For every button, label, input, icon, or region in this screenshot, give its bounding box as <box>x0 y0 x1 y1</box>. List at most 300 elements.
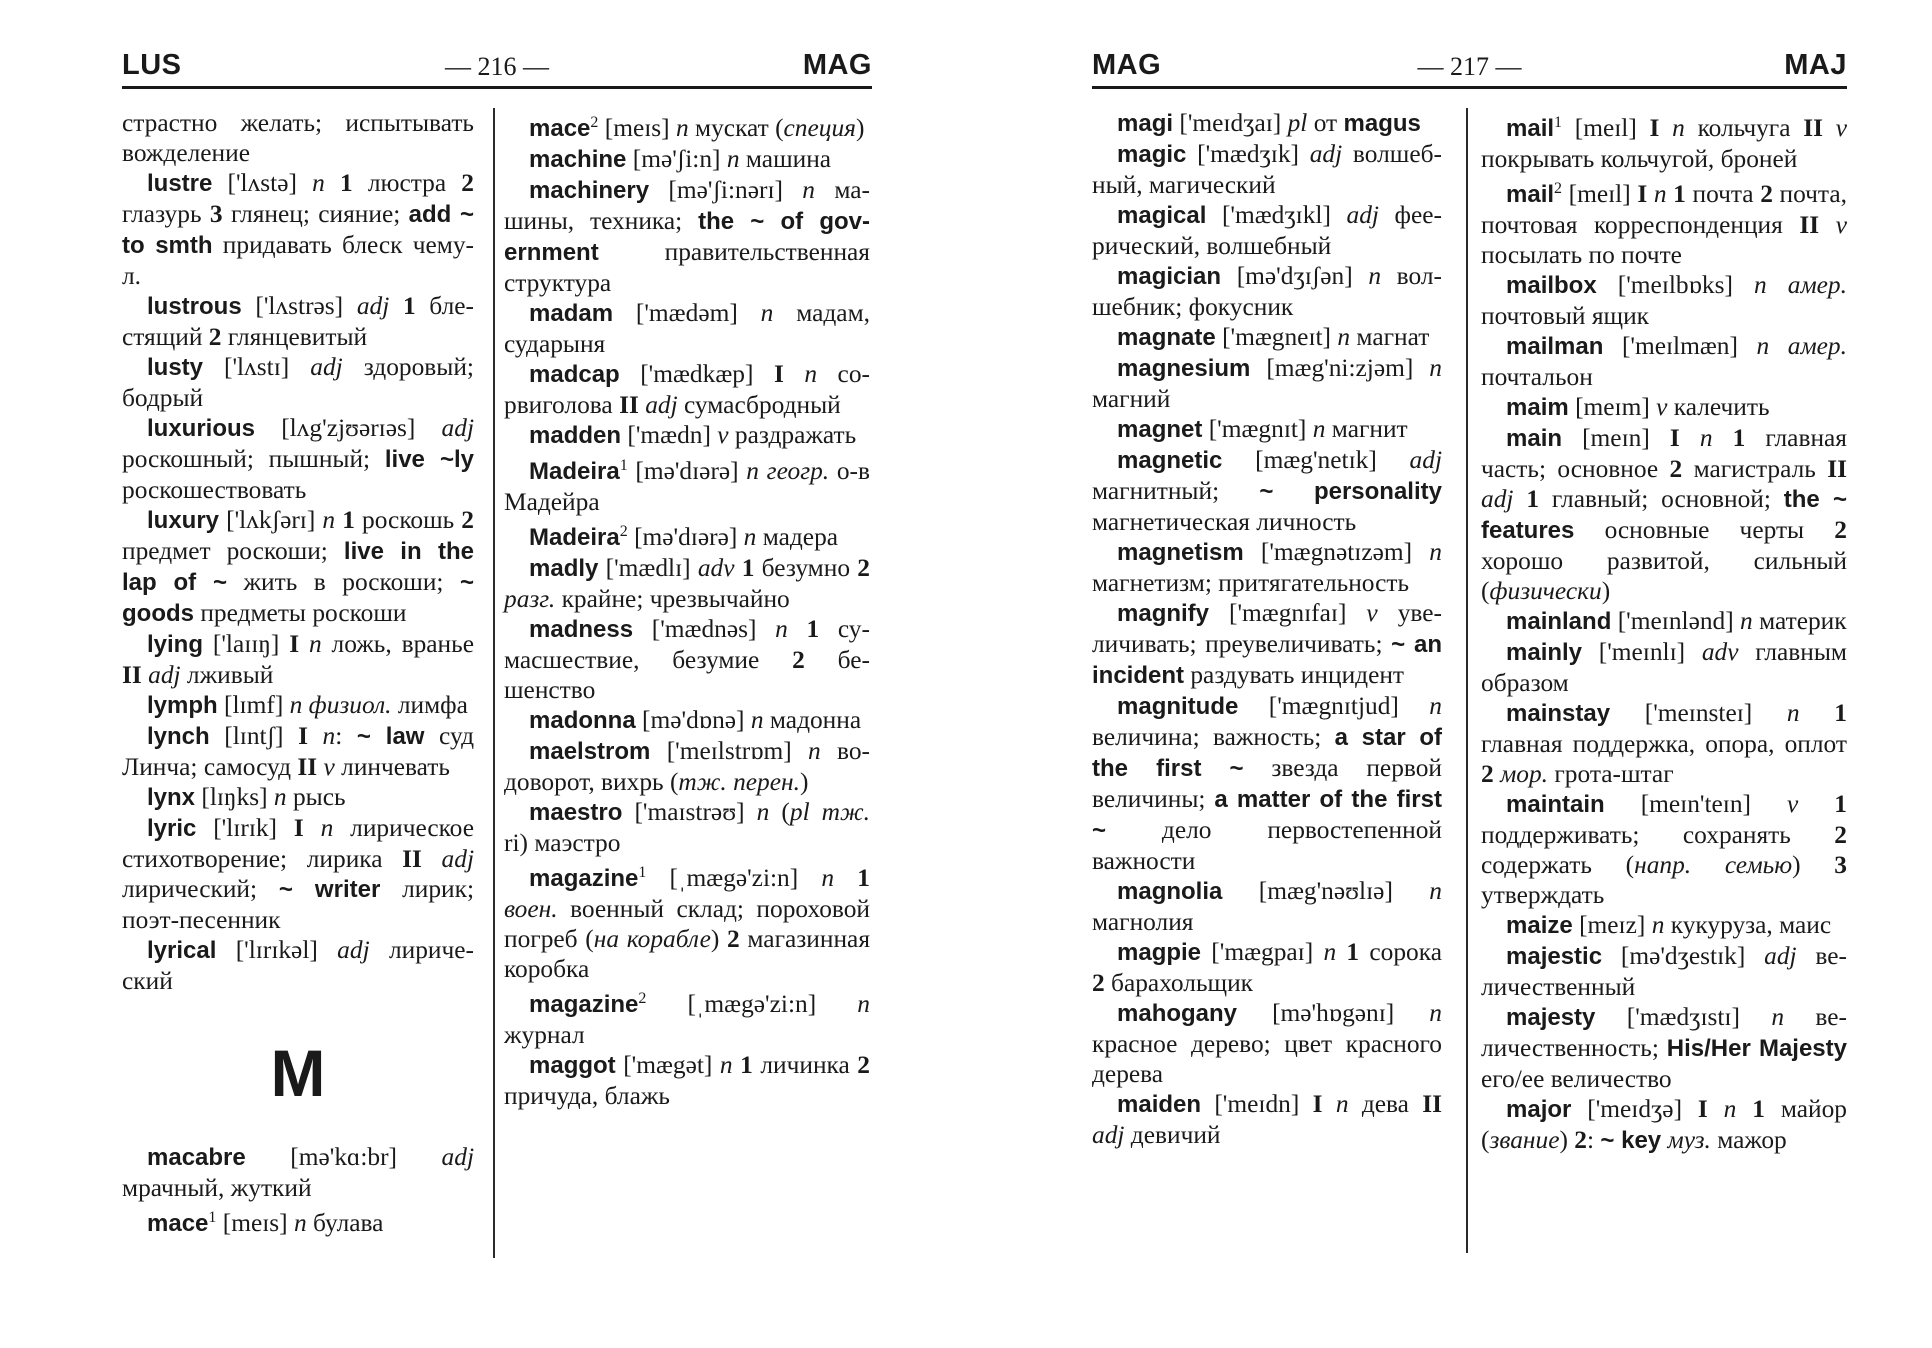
translation-text <box>1331 201 1347 229</box>
grammar-label: n <box>322 722 336 750</box>
dictionary-entry <box>122 108 474 168</box>
bold-phrase: ~ goods <box>122 569 474 627</box>
translation-text <box>646 864 669 892</box>
homonym-index: 1 <box>638 864 647 881</box>
headword: maize <box>1506 912 1573 939</box>
translation-text <box>712 1051 720 1079</box>
section-numeral: I <box>1697 1095 1708 1123</box>
translation-text <box>210 722 225 750</box>
headword: mace$^2$ <box>529 114 599 142</box>
translation-text: машины, техника; <box>504 176 870 235</box>
translation-text <box>284 722 299 750</box>
translation-text <box>1562 180 1569 208</box>
translation-text: сумасбродный <box>677 391 841 419</box>
headword: major <box>1506 1096 1572 1123</box>
translation-text <box>798 864 821 892</box>
translation-text: феерический, волшебный <box>1092 201 1442 260</box>
translation-text <box>1313 938 1323 966</box>
translation-text: бешенство <box>504 646 870 704</box>
dictionary-entry <box>504 984 870 1050</box>
headword: magazine$^1$ <box>529 864 647 892</box>
translation-text <box>1393 877 1429 905</box>
grammar-label: n <box>273 783 287 811</box>
translation-text <box>1610 699 1645 727</box>
transcription: ['mædʒɪstɪ] <box>1626 1003 1740 1031</box>
translation-text: девичий <box>1124 1121 1221 1149</box>
transcription: ['laɪɪŋ] <box>212 630 280 658</box>
headword: mail$^1$ <box>1506 114 1563 142</box>
grammar-label: v <box>1835 114 1847 142</box>
translation-text <box>1221 262 1237 290</box>
headword: mainstay <box>1506 700 1611 727</box>
guide-word-right: MAJ <box>1784 49 1847 81</box>
grammar-label: adj <box>1309 140 1343 168</box>
translation-text: страстно желать; испытывать вожделение <box>122 109 474 167</box>
translation-text: поддерживать; сохранять <box>1481 821 1835 849</box>
grammar-label: n <box>1429 538 1442 566</box>
translation-text: звезда первой величины; <box>1092 754 1442 813</box>
dictionary-entry <box>504 797 870 858</box>
translation-text: магнолия <box>1092 908 1194 936</box>
sense-number: 1 <box>1732 424 1746 452</box>
translation-text <box>1413 354 1429 382</box>
transcription: [mə'ʃi:nərɪ] <box>668 176 783 204</box>
section-numeral: II <box>1803 114 1823 142</box>
sense-number: 1 <box>1834 790 1847 818</box>
translation-text <box>1800 699 1835 727</box>
headword: magnetic <box>1117 447 1223 474</box>
headword: mainland <box>1506 608 1612 635</box>
translation-text <box>1597 271 1618 299</box>
translation-text: дело первостепенной важности <box>1092 816 1442 875</box>
grammar-label: n <box>1740 607 1753 635</box>
translation-text <box>1680 424 1700 452</box>
translation-text <box>279 630 289 658</box>
headword: lustre <box>147 170 213 197</box>
translation-text: магнит <box>1325 415 1408 443</box>
translation-text <box>1650 424 1670 452</box>
grammar-label: adj <box>441 845 474 873</box>
bold-phrase: ~ law <box>356 723 425 750</box>
translation-text: лимфа <box>391 691 468 719</box>
grammar-label: v <box>1366 599 1378 627</box>
headword: madam <box>529 300 614 327</box>
transcription: ['lʌstə] <box>227 169 297 197</box>
homonym-index: 1 <box>208 1209 217 1226</box>
dictionary-entry <box>1481 637 1847 698</box>
dictionary-entry <box>1481 1094 1847 1156</box>
dictionary-entry <box>1092 876 1442 937</box>
dictionary-entry <box>122 352 474 413</box>
transcription: [mə'ʃi:n] <box>632 145 721 173</box>
transcription: ['mægnɪfaɪ] <box>1229 599 1347 627</box>
grammar-label: v <box>1835 211 1847 239</box>
translation-text: сумасшествие, безумие <box>504 615 870 674</box>
sense-number: 1 <box>342 506 355 534</box>
grammar-label: специя <box>783 114 856 142</box>
dictionary-entry <box>1481 698 1847 789</box>
headword: mailbox <box>1506 272 1597 299</box>
headword: maggot <box>529 1052 616 1079</box>
sense-number: 2 <box>461 169 474 197</box>
headword: Madeira$^2$ <box>529 523 628 551</box>
translation-text: барахольщик <box>1104 969 1254 997</box>
translation-text: красное дерево; цвет красного дерева <box>1092 1030 1442 1088</box>
headword: lynch <box>147 723 210 750</box>
dictionary-entry <box>122 935 474 996</box>
translation-text: сорвиголова <box>504 360 870 419</box>
translation-text <box>1595 1003 1626 1031</box>
translation-text: магнетическая личность <box>1092 508 1357 536</box>
headword: madonna <box>529 707 636 734</box>
transcription: [meɪn] <box>1582 424 1650 452</box>
dictionary-entry <box>122 1203 474 1239</box>
translation-text: роскошь <box>354 506 462 534</box>
grammar-label: n <box>1429 692 1442 720</box>
translation-text <box>1605 790 1641 818</box>
sense-number: 2 <box>1834 516 1847 544</box>
transcription: [ˌmægə'zi:n] <box>669 864 799 892</box>
sense-number: 2 <box>1481 760 1494 788</box>
transcription: ['lʌstrəs] <box>255 292 344 320</box>
translation-text <box>212 169 227 197</box>
translation-text <box>1299 1090 1312 1118</box>
headword: madness <box>529 616 634 643</box>
grammar-label: adj <box>310 353 343 381</box>
translation-text: булава <box>306 1209 384 1237</box>
translation-text: мускат ( <box>688 114 784 142</box>
transcription: [meɪs] <box>604 114 670 142</box>
translation-text <box>1752 699 1787 727</box>
translation-text: лирическое стихотворение; лирика <box>122 814 474 873</box>
section-numeral: II <box>1799 211 1820 239</box>
grammar-label: v <box>323 753 335 781</box>
translation-text <box>277 814 294 842</box>
transcription: ['lʌkʃərɪ] <box>226 506 316 534</box>
transcription: [ˌmægə'zi:n] <box>687 990 817 1018</box>
transcription: [meɪz] <box>1579 911 1646 939</box>
section-numeral: I <box>1637 180 1648 208</box>
section-numeral: II <box>297 753 318 781</box>
headword: magnolia <box>1117 878 1223 905</box>
translation-text: почтальон <box>1481 363 1593 391</box>
translation-text <box>735 554 742 582</box>
translation-text <box>1682 1095 1698 1123</box>
translation-text <box>1336 938 1346 966</box>
transcription: [mə'dʒestɪk] <box>1620 942 1746 970</box>
translation-text: калечить <box>1667 393 1770 421</box>
translation-text <box>788 615 807 643</box>
translation-text: магнетизм; притягательность <box>1092 569 1410 597</box>
translation-text: главная часть; основное <box>1481 424 1847 483</box>
translation-text: ) <box>855 114 865 142</box>
headword: luxury <box>147 507 220 534</box>
sense-number: 2 <box>208 323 222 351</box>
grammar-label: n <box>760 299 774 327</box>
bold-phrase: add ~ to smth <box>122 201 474 259</box>
sense-number: 1 <box>402 292 416 320</box>
translation-text: содержать ( <box>1481 851 1635 879</box>
translation-text <box>415 414 441 442</box>
translation-text: ) <box>710 925 728 953</box>
section-numeral: I <box>298 722 308 750</box>
homonym-index: 1 <box>619 457 628 474</box>
headword: Madeira$^1$ <box>529 457 628 485</box>
sense-number: 1 <box>1673 180 1686 208</box>
transcription: ['maɪstrəʊ] <box>634 798 745 826</box>
sense-number: 1 <box>741 554 755 582</box>
translation-text: причуда, блажь <box>504 1082 670 1110</box>
running-head <box>1092 48 1847 89</box>
grammar-label: n геогр. <box>746 457 830 485</box>
grammar-label: adj <box>441 414 474 442</box>
translation-text <box>1819 211 1836 239</box>
transcription: ['meɪnsteɪ] <box>1644 699 1753 727</box>
headword: magnate <box>1117 324 1216 351</box>
translation-text: дева <box>1348 1090 1423 1118</box>
translation-text: магнат <box>1350 323 1430 351</box>
translation-text <box>733 1051 741 1079</box>
left-page-column-1 <box>122 108 474 1239</box>
grammar-label: n <box>756 798 770 826</box>
dictionary-entry <box>1481 941 1847 1002</box>
dictionary-entry <box>1092 445 1442 537</box>
headword: maim <box>1506 394 1569 421</box>
grammar-label: n <box>857 990 870 1018</box>
translation-text: главная поддержка, опора, оплот <box>1481 730 1847 758</box>
homonym-index: 1 <box>1554 114 1563 131</box>
bold-phrase: ~ an incident <box>1092 631 1442 689</box>
sense-number: 2 <box>857 1051 870 1079</box>
transcription: ['mægnɪt] <box>1208 415 1307 443</box>
translation-text <box>646 990 687 1018</box>
headword: majestic <box>1506 943 1603 970</box>
transcription: [lʌg'zjʊərɪəs] <box>281 414 416 442</box>
translation-text <box>1412 538 1429 566</box>
translation-text: правительственная структура <box>504 238 870 297</box>
headword: maiden <box>1117 1091 1202 1118</box>
sense-number: 2 <box>1834 821 1847 849</box>
grammar-label: n <box>808 737 821 765</box>
bold-phrase: a star of the first ~ <box>1092 724 1442 782</box>
translation-text <box>1738 332 1757 360</box>
translation-text: лирический <box>122 936 474 995</box>
section-numeral: II <box>1422 1090 1442 1118</box>
grammar-label: муз. <box>1667 1126 1711 1154</box>
grammar-label: n <box>1786 699 1800 727</box>
bold-phrase: ~ key <box>1600 1127 1662 1154</box>
translation-text <box>1399 692 1429 720</box>
grammar-label: pl тж. <box>789 798 870 826</box>
sense-number: 2 <box>1669 455 1683 483</box>
grammar-label: n <box>675 114 689 142</box>
translation-text <box>203 353 224 381</box>
grammar-label: n <box>1429 877 1442 905</box>
dictionary-entry <box>504 420 870 451</box>
grammar-label: n <box>719 1051 733 1079</box>
dictionary-entry <box>1481 174 1847 270</box>
translation-text: величественность; <box>1481 1003 1847 1062</box>
translation-text: водоворот, вихрь ( <box>504 737 870 796</box>
translation-text: предметы роскоши <box>194 599 407 627</box>
sense-number: 1 <box>740 1051 753 1079</box>
headword: maintain <box>1506 791 1605 818</box>
grammar-label: n <box>1429 354 1442 382</box>
grammar-label: n <box>1699 424 1713 452</box>
translation-text: суд Линча; самосуд <box>122 722 474 781</box>
translation-text <box>598 554 605 582</box>
grammar-label: adj <box>356 292 390 320</box>
transcription: ['mægət] <box>623 1051 713 1079</box>
transcription: ['meɪnlənd] <box>1617 607 1734 635</box>
translation-text: кольчуга <box>1684 114 1804 142</box>
bold-phrase: His/Her Majesty <box>1666 1035 1847 1062</box>
translation-text <box>738 299 761 327</box>
translation-text: посылать по почте <box>1481 241 1682 269</box>
headword: madly <box>529 555 599 582</box>
grammar-label: v <box>717 421 729 449</box>
bold-phrase: ~ personality <box>1259 478 1442 505</box>
grammar-label: pl <box>1287 109 1308 137</box>
translation-text <box>1659 114 1672 142</box>
transcription: [mə'hɒgənɪ] <box>1272 999 1395 1027</box>
transcription: [lɪmf] <box>224 691 284 719</box>
translation-text: личинка <box>752 1051 858 1079</box>
translation-text <box>246 1143 291 1171</box>
grammar-label: n <box>743 523 757 551</box>
sense-number: 2 <box>1092 969 1105 997</box>
dictionary-entry <box>1092 937 1442 998</box>
translation-text: глянец; сияние; <box>222 200 409 228</box>
transcription: ['meɪnlɪ] <box>1598 638 1686 666</box>
translation-text: ) <box>1601 577 1611 605</box>
grammar-label: n <box>1672 114 1685 142</box>
translation-text: магний <box>1092 385 1171 413</box>
grammar-label: разг. <box>504 585 556 613</box>
dictionary-entry <box>1092 139 1442 200</box>
dictionary-entry <box>122 629 474 690</box>
translation-text: мадера <box>756 523 839 551</box>
dictionary-entry <box>504 736 870 797</box>
right-page-column-1 <box>1092 108 1442 1150</box>
dictionary-entry <box>1481 910 1847 941</box>
translation-text <box>1222 446 1255 474</box>
translation-text <box>784 360 805 388</box>
translation-text <box>216 936 235 964</box>
translation-text <box>1571 1095 1587 1123</box>
transcription: ['mædʒɪkl] <box>1221 201 1331 229</box>
translation-text <box>633 615 652 643</box>
bold-phrase: a matter of the first ~ <box>1092 786 1442 844</box>
headword: magpie <box>1117 939 1202 966</box>
transcription: [meɪs] <box>222 1209 288 1237</box>
translation-text: глазурь <box>122 200 210 228</box>
translation-text <box>1222 877 1258 905</box>
dictionary-entry <box>1092 998 1442 1089</box>
translation-text: главным образом <box>1481 638 1847 697</box>
transcription: ['mægneɪt] <box>1222 323 1332 351</box>
transcription: ['mædlɪ] <box>605 554 691 582</box>
transcription: [meɪm] <box>1575 393 1650 421</box>
grammar-label: n <box>1653 180 1667 208</box>
translation-text <box>1377 446 1410 474</box>
grammar-label: мор. <box>1500 760 1549 788</box>
headword: lymph <box>147 692 218 719</box>
grammar-label: тж. перен. <box>678 768 800 796</box>
translation-text <box>297 169 312 197</box>
headword: magician <box>1117 263 1222 290</box>
translation-text <box>325 169 340 197</box>
dictionary-entry <box>122 782 474 813</box>
section-numeral: I <box>1312 1090 1323 1118</box>
transcription: [meɪl] <box>1568 180 1631 208</box>
translation-text <box>1745 942 1764 970</box>
translation-text: величина; важность; <box>1092 723 1335 751</box>
headword: maelstrom <box>529 738 651 765</box>
translation-text: раздражать <box>728 421 857 449</box>
headword: majesty <box>1506 1004 1596 1031</box>
grammar-label: n <box>1723 1095 1737 1123</box>
headword: machinery <box>529 177 650 204</box>
transcription: [mə'dɪərə] <box>634 523 738 551</box>
dictionary-entry <box>504 1050 870 1111</box>
guide-word-right: MAG <box>802 49 872 81</box>
grammar-label: adv <box>1701 638 1739 666</box>
translation-text: мадонна <box>763 706 862 734</box>
headword: mail$^2$ <box>1506 180 1563 208</box>
transcription: [mə'kɑ:br] <box>290 1143 397 1171</box>
translation-text <box>389 292 403 320</box>
translation-text <box>304 814 321 842</box>
transcription: ['mægnɪtjud] <box>1268 692 1399 720</box>
translation-text <box>1201 938 1211 966</box>
grammar-label: физически <box>1489 577 1602 605</box>
grammar-label: n <box>1312 415 1326 443</box>
translation-text <box>1323 1090 1336 1118</box>
translation-text: мадам, сударыня <box>504 299 870 358</box>
translation-text: блестящий <box>122 292 474 351</box>
translation-text <box>1562 114 1575 142</box>
translation-text: хорошо развитой, сильный ( <box>1481 547 1847 605</box>
grammar-label: n <box>312 169 325 197</box>
grammar-label: воен. <box>504 895 558 923</box>
grammar-label: n <box>802 176 815 204</box>
grammar-label: n <box>1323 938 1337 966</box>
translation-text <box>1736 1095 1752 1123</box>
grammar-label: v <box>1656 393 1668 421</box>
translation-text: его/ее величество <box>1481 1065 1672 1093</box>
grammar-label: adj <box>645 391 678 419</box>
translation-text <box>422 845 442 873</box>
sense-number: 2 <box>1760 180 1773 208</box>
translation-text: волшебный, магический <box>1092 140 1442 199</box>
column-divider <box>1466 108 1468 1253</box>
homonym-index: 2 <box>638 990 647 1007</box>
translation-text: основные черты <box>1574 516 1835 544</box>
translation-text: лирический; <box>122 875 279 903</box>
grammar-label: adj <box>441 1143 474 1171</box>
transcription: ['lɪrɪkəl] <box>235 936 318 964</box>
headword: magnify <box>1117 600 1210 627</box>
translation-text <box>1353 262 1369 290</box>
dictionary-entry <box>1092 108 1442 139</box>
transcription: [lɪntʃ] <box>224 722 284 750</box>
translation-text <box>1740 1003 1771 1031</box>
grammar-label: adj <box>148 661 181 689</box>
section-numeral: II <box>619 391 639 419</box>
headword: lyrical <box>147 937 217 964</box>
translation-text: мажор <box>1710 1126 1787 1154</box>
